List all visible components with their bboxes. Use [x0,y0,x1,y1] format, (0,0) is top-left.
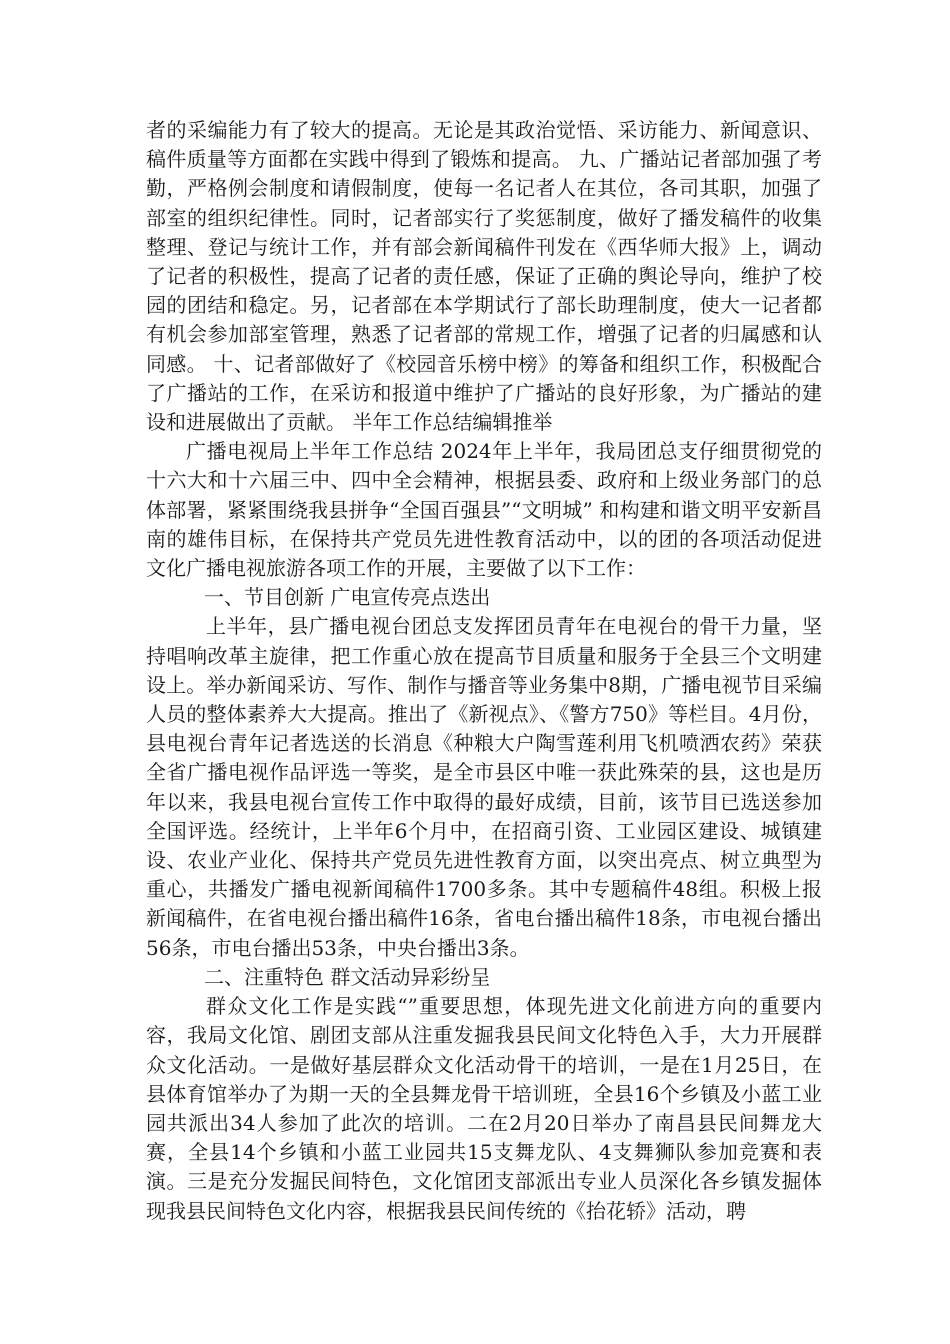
section-heading-mass-culture: 二、注重特色 群文活动异彩纷呈 [204,964,491,989]
body-paragraph-program-innovation: 上半年，县广播电视台团总支发挥团员青年在电视台的骨干力量，坚持唱响改革主旋律，把工作重心放在提高节目质量和服务于全县三个文明建设上。举办新闻采访、写作、制作与播音等业务集中8期，广播电视节目采编人员的整体素养大大提高。推出了《新视点》、《警方750》等栏目。4月份，县电视台青年记者选送的长消息《种粮大户陶雪莲利用飞机喷洒农药》荣获全省广播电视作品评选一等奖，是全市县区中唯一获此殊荣的县，这也是历年以来，我县电视台宣传工作中取得的最好成绩，目前，该节目已选送参加全国评选。经统计，上半年6个月中，在招商引资、工业园区建设、城镇建设、农业产业化、保持共产党员先进性教育方面，以突出亮点、树立典型为重心，共播发广播电视新闻稿件1700多条。其中专题稿件48组。积极上报新闻稿件，在省电视台播出稿件16条，省电台播出稿件18条，市电视台播出56条，市电台播出53条，中央台播出3条。 [146,614,822,960]
body-paragraph-summary-intro: 广播电视局上半年工作总结 2024年上半年，我局团总支仔细贯彻党的十六大和十六届三中、四中全会精神，根据县委、政府和上级业务部门的总体部署，紧紧围绕我县拼争“全国百强县”“文明城” 和构建和谐文明平安新昌南的雄伟目标，在保持共产党员先进性教育活动中，以的团的各项活动促进文化广播电视旅游各项工作的开展，主要做了以下工作： [146,439,822,581]
section-heading-program-innovation: 一、节目创新 广电宣传亮点迭出 [204,585,491,610]
body-paragraph-continuation: 者的采编能力有了较大的提高。无论是其政治觉悟、采访能力、新闻意识、稿件质量等方面都在实践中得到了锻炼和提高。 九、广播站记者部加强了考勤，严格例会制度和请假制度，使每一名记者人在其位，各司其职，加强了部室的组织纪律性。同时，记者部实行了奖惩制度，做好了播发稿件的收集整理、登记与统计工作，并有部会新闻稿件刊发在《西华师大报》上，调动了记者的积极性，提高了记者的责任感，保证了正确的舆论导向，维护了校园的团结和稳定。另，记者部在本学期试行了部长助理制度，使大一记者都有机会参加部室管理，熟悉了记者部的常规工作，增强了记者的归属感和认同感。 十、记者部做好了《校园音乐榜中榜》的筹备和组织工作，积极配合了广播站的工作，在采访和报道中维护了广播站的良好形象，为广播站的建设和进展做出了贡献。 半年工作总结编辑推举 [146,118,822,435]
body-paragraph-mass-culture: 群众文化工作是实践“”重要思想，体现先进文化前进方向的重要内容，我局文化馆、剧团支部从注重发掘我县民间文化特色入手，大力开展群众文化活动。一是做好基层群众文化活动骨干的培训，一是在1月25日，在县体育馆举办了为期一天的全县舞龙骨干培训班，全县16个乡镇及小蓝工业园共派出34人参加了此次的培训。二在2月20日举办了南昌县民间舞龙大赛，全县14个乡镇和小蓝工业园共15支舞龙队、4支舞狮队参加竞赛和表演。三是充分发掘民间特色，文化馆团支部派出专业人员深化各乡镇发掘体现我县民间特色文化内容，根据我县民间传统的《抬花轿》活动，聘 [146,994,822,1223]
document-page [146,116,822,1226]
